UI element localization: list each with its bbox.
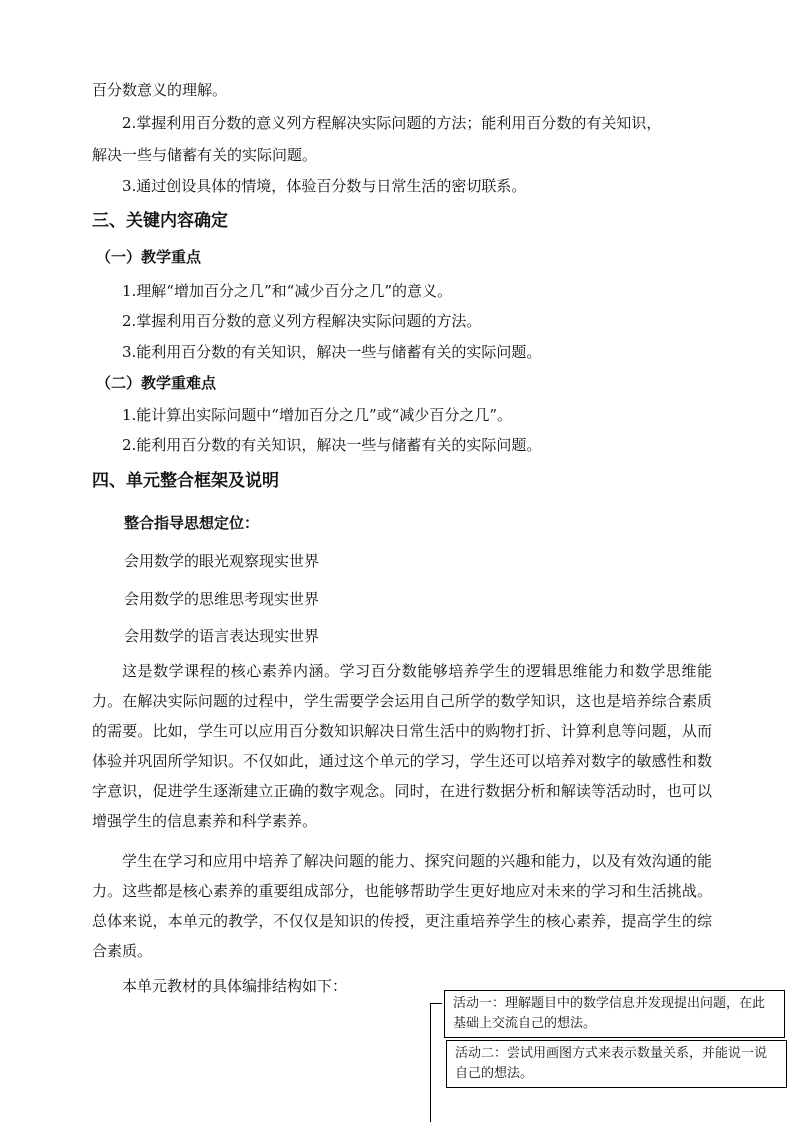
activity-1-box: 活动一：理解题目中的数学信息并发现提出问题，在此基础上交流自己的想法。	[444, 990, 785, 1038]
guiding-idea-3: 会用数学的语言表达现实世界	[124, 627, 320, 645]
difficulty-1: 1.能计算出实际问题中“增加百分之几”或“减少百分之几”。	[122, 406, 512, 424]
goals-line-4: 3.通过创设具体的情境，体验百分数与日常生活的密切联系。	[122, 177, 527, 195]
goals-line-1: 百分数意义的理解。	[92, 81, 228, 99]
guiding-idea-2: 会用数学的思维思考现实世界	[124, 590, 320, 608]
structure-bracket-line	[430, 1003, 431, 1122]
guiding-idea-heading: 整合指导思想定位：	[124, 514, 260, 532]
section-3-heading: 三、关键内容确定	[92, 211, 228, 231]
goals-line-2: 2.掌握利用百分数的意义列方程解决实际问题的方法；能利用百分数的有关知识，	[122, 114, 662, 132]
activity-2-box: 活动二：尝试用画图方式来表示数量关系，并能说一说自己的想法。	[446, 1040, 787, 1088]
key-point-3: 3.能利用百分数的有关知识，解决一些与储蓄有关的实际问题。	[122, 343, 542, 361]
structure-intro: 本单元教材的具体编排结构如下：	[122, 977, 348, 995]
paragraph-core-literacy: 这是数学课程的核心素养内涵。学习百分数能够培养学生的逻辑思维能力和数学思维能力。在解决实际问题的过程中，学生需要学会运用自己所学的数学知识，这也是培养综合素质的需要。比如，学生可以应用百分数知识解决日常生活中的购物打折、计算利息等问题，从而体验并巩固所学知识。不仅如此，通过这个单元的学习，学生还可以培养对数字的敏感性和数字意识，促进学生逐渐建立正确的数字观念。同时，在进行数据分析和解读等活动时，也可以增强学生的信息素养和科学素养。	[92, 662, 712, 830]
goals-line-3: 解决一些与储蓄有关的实际问题。	[92, 146, 318, 164]
guiding-idea-1: 会用数学的眼光观察现实世界	[124, 552, 320, 570]
difficulty-2: 2.能利用百分数的有关知识，解决一些与储蓄有关的实际问题。	[122, 436, 542, 454]
subsection-key-points-heading: （一）教学重点	[96, 248, 202, 266]
key-point-2: 2.掌握利用百分数的意义列方程解决实际问题的方法。	[122, 312, 482, 330]
paragraph-abilities: 学生在学习和应用中培养了解决问题的能力、探究问题的兴趣和能力，以及有效沟通的能力。这些都是核心素养的重要组成部分，也能够帮助学生更好地应对未来的学习和生活挑战。总体来说，本单元的教学，不仅仅是知识的传授，更注重培养学生的核心素养，提高学生的综合素质。	[92, 852, 712, 960]
structure-bracket-tick	[430, 1003, 442, 1004]
key-point-1: 1.理解“增加百分之几”和“减少百分之几”的意义。	[122, 282, 452, 300]
subsection-difficulties-heading: （二）教学重难点	[96, 374, 217, 392]
section-4-heading: 四、单元整合框架及说明	[92, 471, 279, 491]
